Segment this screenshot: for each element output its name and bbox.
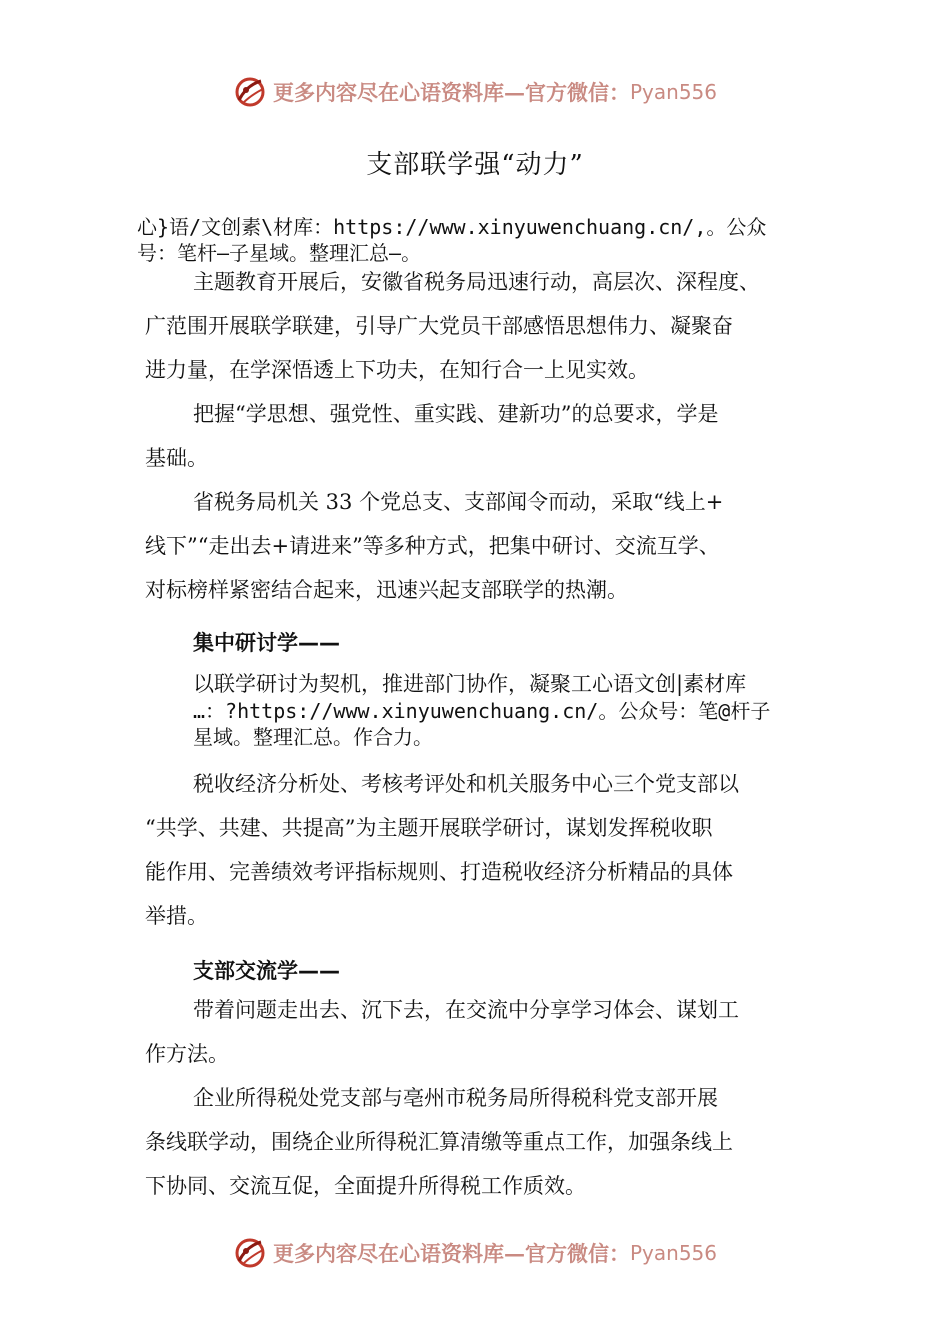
intro-line-3: 进力量，在学深悟透上下功夫，在知行合一上见实效。 <box>145 358 649 382</box>
section2-lead-line-1: 带着问题走出去、沉下去，在交流中分享学习体会、谋划工 <box>193 998 739 1022</box>
principle-line-2: 基础。 <box>145 446 208 470</box>
intro-line-1: 主题教育开展后，安徽省税务局迅速行动，高层次、深程度、 <box>193 270 760 294</box>
section1-lead-line-1: 以联学研讨为契机，推进部门协作，凝聚工心语文创|素材库 <box>193 672 747 696</box>
principle-line-1: 把握“学思想、强党性、重实践、建新功”的总要求，学是 <box>193 402 719 426</box>
footer-watermark-banner <box>0 1233 950 1273</box>
document-title: 支部联学强“动力” <box>366 150 584 180</box>
mobilize-line-3: 对标榜样紧密结合起来，迅速兴起支部联学的热潮。 <box>145 578 628 602</box>
section1-lead-line-3: 星域。整理汇总。作合力。 <box>193 725 433 749</box>
banner-wechat-id: Pyan556 <box>629 80 717 104</box>
section2-body-line-2: 条线联学动，围绕企业所得税汇算清缴等重点工作，加强条线上 <box>145 1130 733 1154</box>
section1-lead-line-2: …：?https://www.xinyuwenchuang.cn/。公众号：笔@杆子 <box>193 699 771 723</box>
section-heading-collective-study: 集中研讨学—— <box>193 631 340 655</box>
intro-line-2: 广范围开展联学联建，引导广大党员干部感悟思想伟力、凝聚奋 <box>145 314 733 338</box>
section-heading-branch-exchange: 支部交流学—— <box>193 959 340 983</box>
brand-logo-icon <box>233 75 267 109</box>
mobilize-line-2: 线下”“走出去+请进来”等多种方式，把集中研讨、交流互学、 <box>145 534 720 558</box>
section2-body-line-1: 企业所得税处党支部与亳州市税务局所得税科党支部开展 <box>193 1086 718 1110</box>
section2-lead-line-2: 作方法。 <box>145 1042 229 1066</box>
banner-text: 更多内容尽在心语资料库—官方微信： <box>272 80 630 105</box>
brand-logo-icon <box>233 1236 267 1270</box>
mobilize-line-1: 省税务局机关 33 个党总支、支部闻令而动，采取“线上+ <box>193 490 724 514</box>
section1-body-line-3: 能作用、完善绩效考评指标规则、打造税收经济分析精品的具体 <box>145 860 733 884</box>
section1-body-line-2: “共学、共建、共提高”为主题开展联学研讨，谋划发挥税收职 <box>145 816 713 840</box>
source-note-line-1: 心}语/文创素\材库：https://www.xinyuwenchuang.cn/,。公众 <box>137 215 767 239</box>
banner-wechat-id: Pyan556 <box>629 1241 717 1265</box>
source-note-line-2: 号：笔杆—子星域。整理汇总—。 <box>137 241 422 265</box>
section2-body-line-3: 下协同、交流互促，全面提升所得税工作质效。 <box>145 1174 586 1198</box>
section1-body-line-4: 举措。 <box>145 904 208 928</box>
header-watermark-banner <box>0 72 950 112</box>
banner-text: 更多内容尽在心语资料库—官方微信： <box>272 1241 630 1266</box>
section1-body-line-1: 税收经济分析处、考核考评处和机关服务中心三个党支部以 <box>193 772 739 796</box>
